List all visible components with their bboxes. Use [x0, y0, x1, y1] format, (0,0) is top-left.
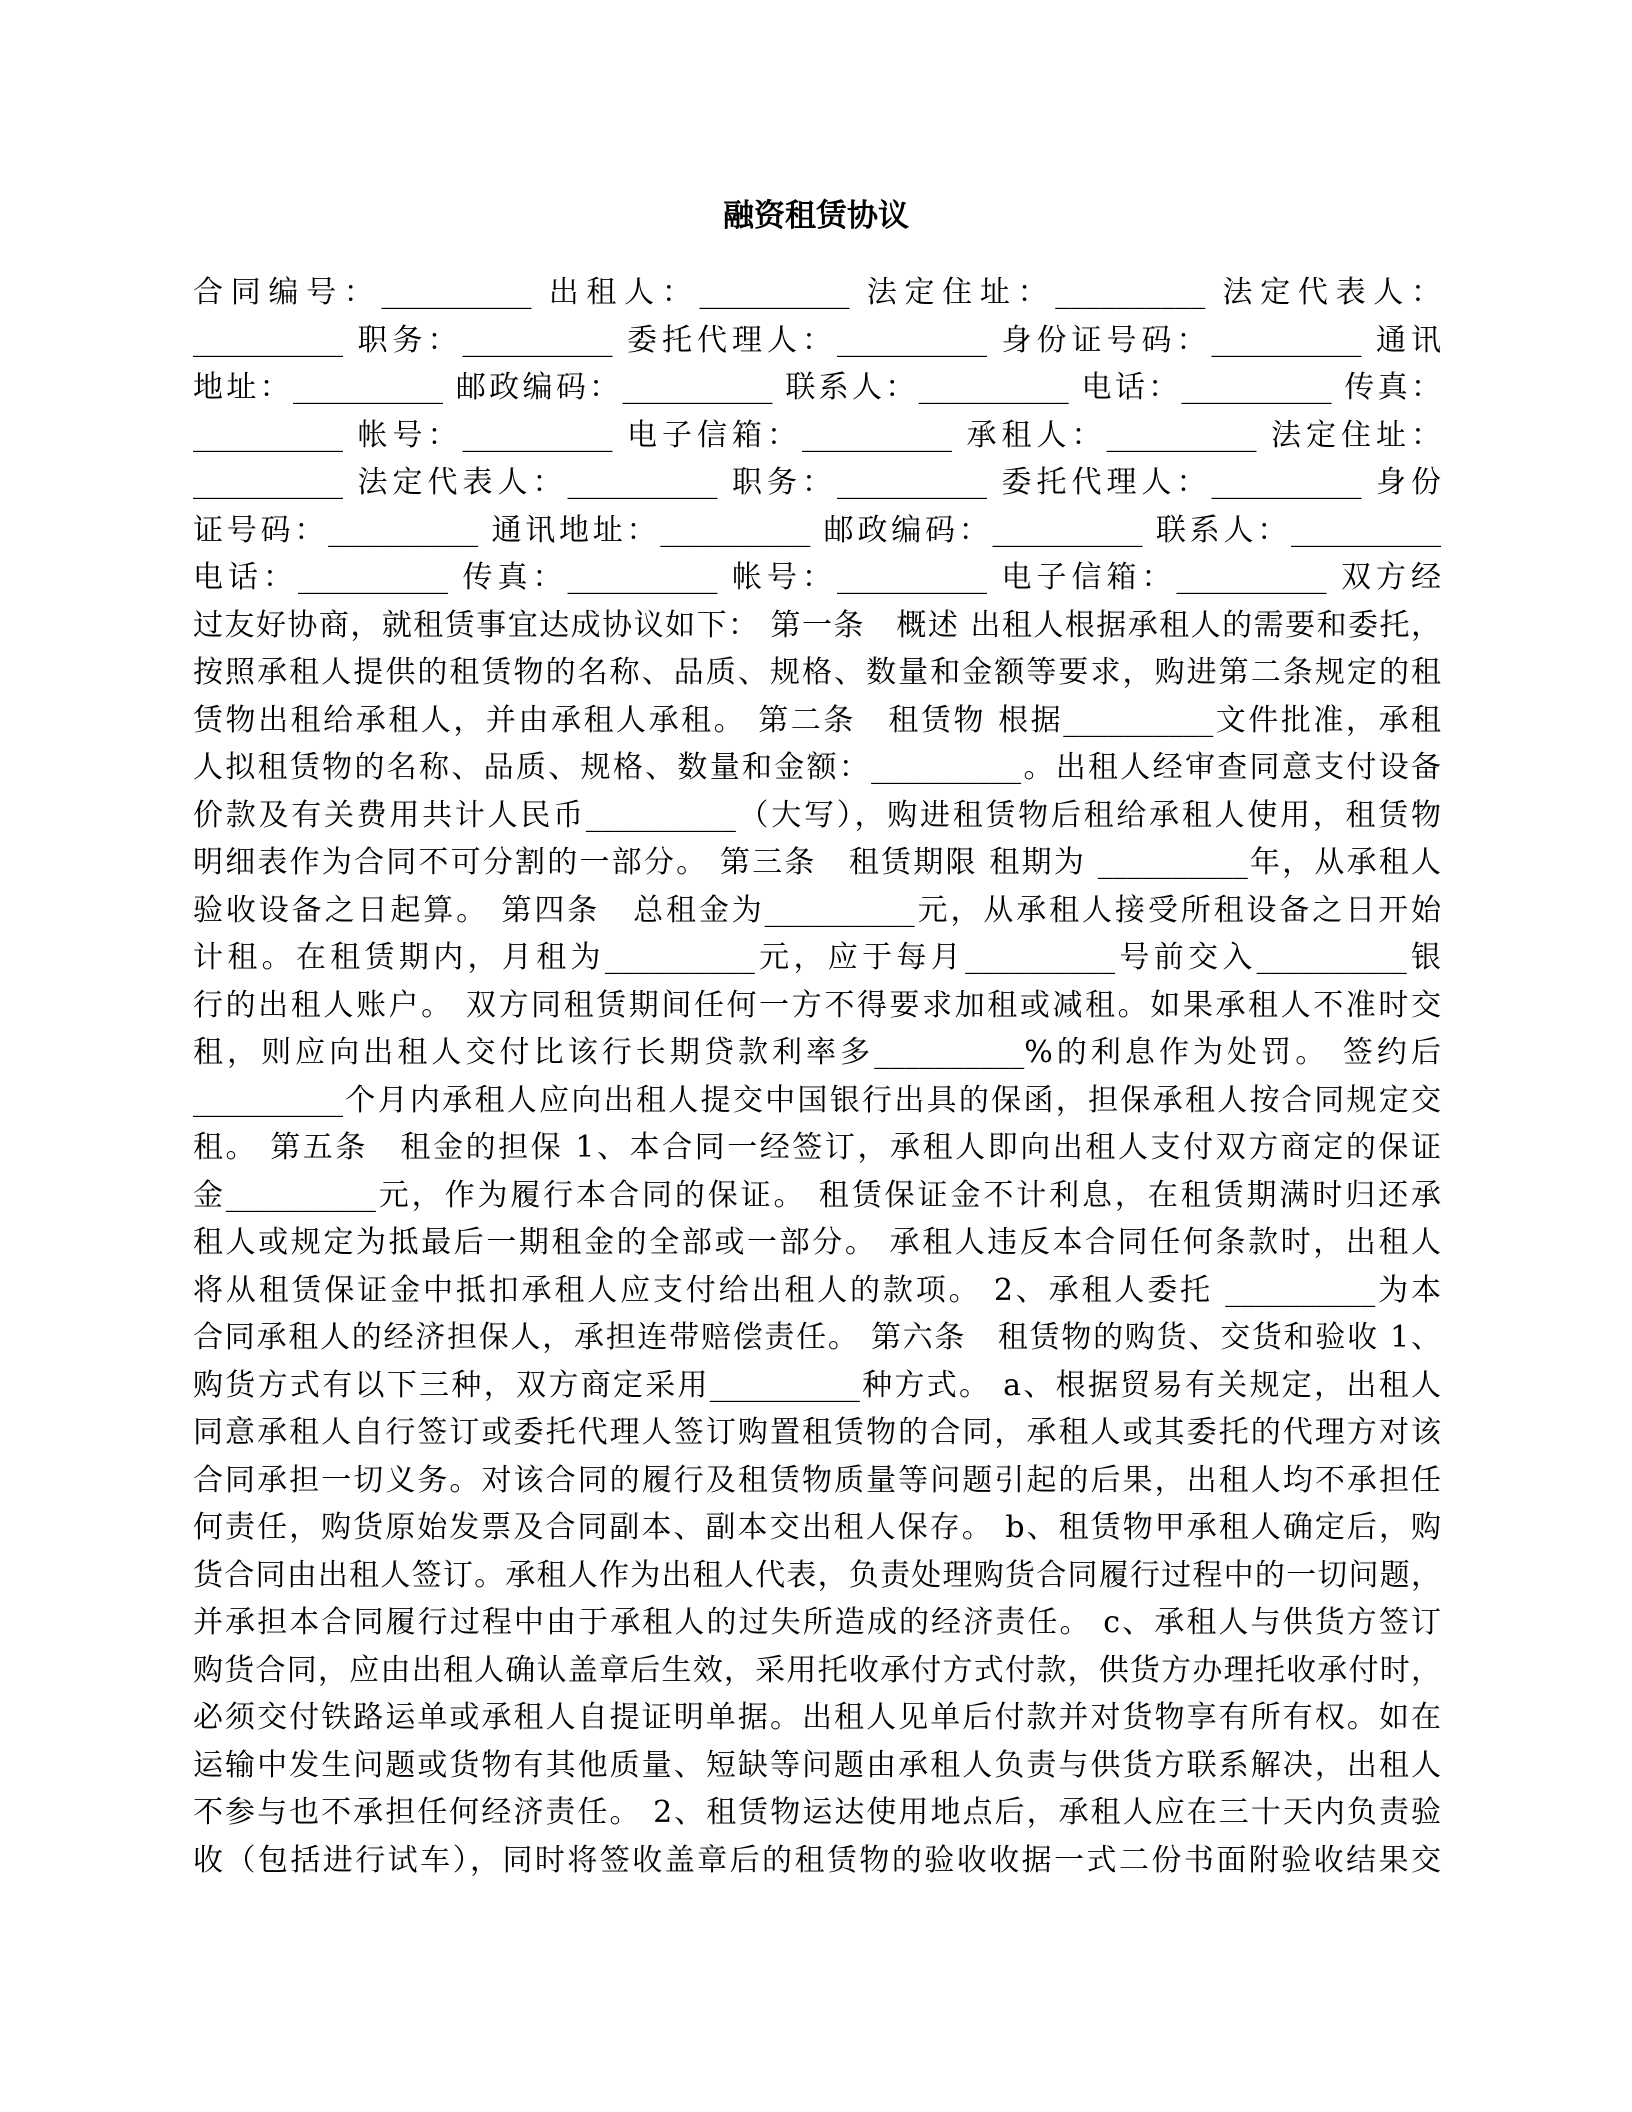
body-line: __________ 法定代表人：__________ 职务：__________ 委托代理人：__________ 身份: [193, 465, 1441, 500]
body-line: 同意承租人自行签订或委托代理人签订购置租赁物的合同，承租人或其委托的代理方对该: [193, 1415, 1441, 1450]
body-line: 并承担本合同履行过程中由于承租人的过失所造成的经济责任。 c、承租人与供货方签订: [193, 1605, 1441, 1640]
body-line: 必须交付铁路运单或承租人自提证明单据。出租人见单后付款并对货物享有所有权。如在: [193, 1700, 1441, 1735]
body-line: 计租。在租赁期内，月租为__________元，应于每月__________号前交入__________银: [193, 940, 1441, 975]
body-line: 按照承租人提供的租赁物的名称、品质、规格、数量和金额等要求，购进第二条规定的租: [193, 655, 1441, 690]
body-line: 合同编号：__________ 出租人：__________ 法定住址：__________ 法定代表人：: [193, 275, 1441, 310]
body-line: 货合同由出租人签订。承租人作为出租人代表，负责处理购货合同履行过程中的一切问题，: [193, 1557, 1441, 1593]
body-line: 运输中发生问题或货物有其他质量、短缺等问题由承租人负责与供货方联系解决，出租人: [193, 1747, 1441, 1783]
body-line: __________ 职务：__________ 委托代理人：__________ 身份证号码：__________ 通讯: [193, 322, 1441, 358]
document-body: [193, 269, 1441, 1884]
body-line: 何责任，购货原始发票及合同副本、副本交出租人保存。 b、租赁物甲承租人确定后，购: [193, 1510, 1441, 1545]
body-line: 价款及有关费用共计人民币__________（大写），购进租赁物后租给承租人使用，租赁物: [193, 797, 1441, 833]
body-line: 地址：__________ 邮政编码：__________ 联系人：__________ 电话：__________ 传真：: [193, 370, 1441, 405]
body-line: 租人或规定为抵最后一期租金的全部或一部分。 承租人违反本合同任何条款时，出租人: [193, 1225, 1441, 1260]
body-line: 金__________元，作为履行本合同的保证。 租赁保证金不计利息，在租赁期满时归还承: [193, 1177, 1441, 1213]
body-line: 租，则应向出租人交付比该行长期贷款利率多__________%的利息作为处罚。 签约后: [193, 1035, 1441, 1070]
body-line: 赁物出租给承租人，并由承租人承租。 第二条 租赁物 根据__________文件批准，承租: [193, 702, 1441, 738]
body-line: 证号码：__________ 通讯地址：__________ 邮政编码：__________ 联系人：__________: [193, 512, 1441, 548]
body-line: 验收设备之日起算。 第四条 总租金为__________元，从承租人接受所租设备之日开始: [193, 892, 1441, 928]
body-line: 购货合同，应由出租人确认盖章后生效，采用托收承付方式付款，供货方办理托收承付时，: [193, 1652, 1441, 1688]
body-line: 将从租赁保证金中抵扣承租人应支付给出租人的款项。 2、承租人委托 __________为本: [193, 1272, 1441, 1308]
body-line: 合同承租人的经济担保人，承担连带赔偿责任。 第六条 租赁物的购货、交货和验收 1、: [193, 1320, 1441, 1355]
body-line: 合同承担一切义务。对该合同的履行及租赁物质量等问题引起的后果，出租人均不承担任: [193, 1462, 1441, 1498]
document-title: 融资租赁协议: [723, 198, 909, 234]
body-line: 过友好协商，就租赁事宜达成协议如下： 第一条 概述 出租人根据承租人的需要和委托，: [193, 607, 1441, 643]
body-line: 不参与也不承担任何经济责任。 2、租赁物运达使用地点后，承租人应在三十天内负责验: [193, 1795, 1441, 1830]
body-line: 明细表作为合同不可分割的一部分。 第三条 租赁期限 租期为 __________年，从承租人: [193, 845, 1441, 880]
body-line: 租。 第五条 租金的担保 1、本合同一经签订，承租人即向出租人支付双方商定的保证: [193, 1130, 1441, 1165]
body-line: __________ 帐号：__________ 电子信箱：__________ 承租人：__________ 法定住址：: [193, 417, 1441, 453]
body-line: 行的出租人账户。 双方同租赁期间任何一方不得要求加租或减租。如果承租人不准时交: [193, 987, 1441, 1023]
body-line: 购货方式有以下三种，双方商定采用__________种方式。 a、根据贸易有关规定，出租人: [193, 1367, 1441, 1403]
body-line: 收（包括进行试车），同时将签收盖章后的租赁物的验收收据一式二份书面附验收结果交: [193, 1842, 1441, 1878]
body-line: 人拟租赁物的名称、品质、规格、数量和金额：__________。出租人经审查同意支付设备: [193, 750, 1441, 785]
body-line: 电话：__________ 传真：__________ 帐号：__________ 电子信箱：__________ 双方经: [193, 560, 1441, 595]
body-line: __________个月内承租人应向出租人提交中国银行出具的保函，担保承租人按合同规定交: [193, 1082, 1441, 1118]
